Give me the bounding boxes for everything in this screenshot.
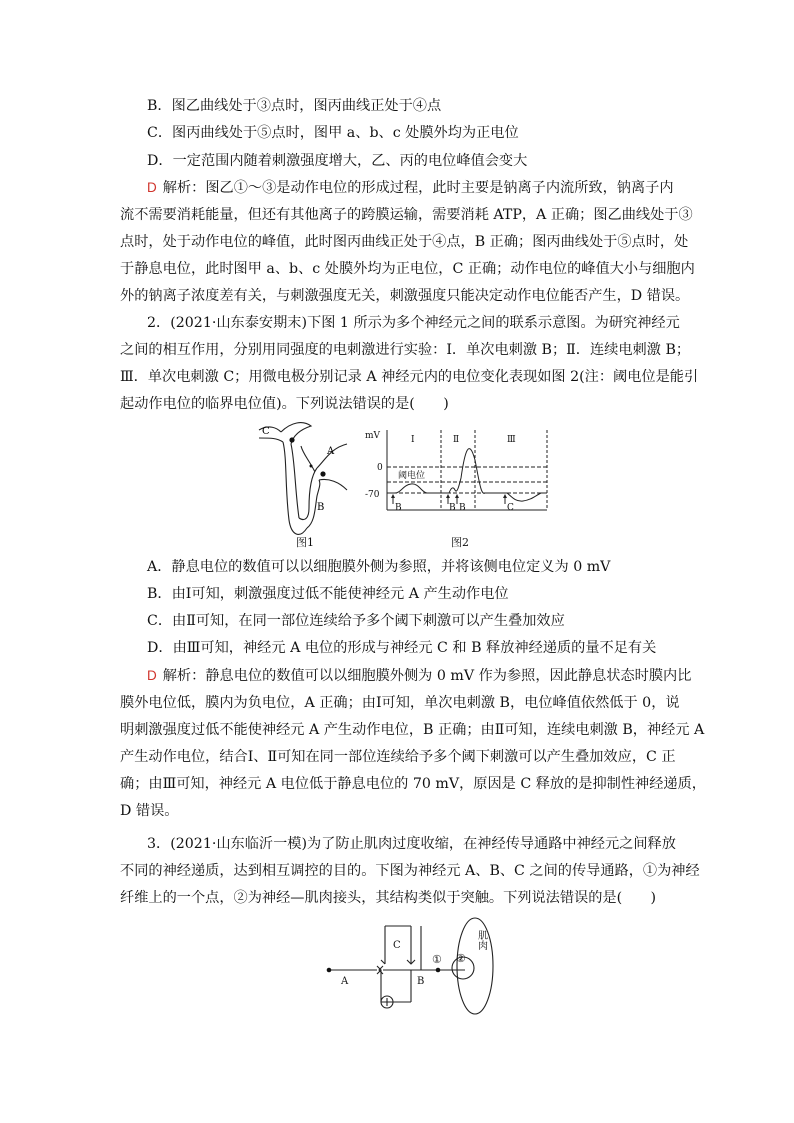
q1-explanation-line-2: 流不需要消耗能量，但还有其他离子的跨膜运输，需要消耗 ATP，A 正确；图乙曲线处于③ <box>120 207 693 223</box>
fig3-point-2: ② <box>456 952 466 965</box>
fig2-stim-b-1: B <box>395 503 402 513</box>
q2-answer: D <box>147 668 157 683</box>
q2-explanation-line-3: 明刺激强度过低不能使神经元 A 产生动作电位，B 正确；由Ⅱ可知，连续电刺激 B，神经元 A <box>120 722 705 738</box>
fig2-unit: mV <box>365 431 381 441</box>
fig2-threshold-label: 阈电位 <box>398 471 426 481</box>
fig1-label-c: C <box>262 426 270 437</box>
fig3-label-c: C <box>393 940 401 951</box>
q3-figure-pathway <box>325 908 505 1018</box>
fig2-stim-b-2: B <box>449 503 456 513</box>
fig2-stim-c: C <box>507 503 514 513</box>
q2-stem-line-4: 起动作电位的临界电位值)。下列说法错误的是( ) <box>120 396 449 412</box>
q2-option-a: A．静息电位的数值可以以细胞膜外侧为参照，并将该侧电位定义为 0 mV <box>147 559 611 575</box>
q2-stem-line-3: Ⅲ．单次电刺激 C；用微电极分别记录 A 神经元内的电位变化表现如图 2(注：阈电位是能引 <box>120 369 699 385</box>
q1-explanation-line-1: D 解析：图乙①～③是动作电位的形成过程，此时主要是钠离子内流所致，钠离子内 <box>147 180 674 196</box>
fig2-section-1: Ⅰ <box>411 435 415 445</box>
q3-stem-line-3: 纤维上的一个点，②为神经—肌肉接头，其结构类似于突触。下列说法错误的是( ) <box>120 890 657 906</box>
q2-explanation-line-2: 膜外电位低，膜内为负电位，A 正确；由Ⅰ可知，单次电刺激 B，电位峰值依然低于 0，说 <box>120 695 680 711</box>
fig2-stim-b-3: B <box>459 503 466 513</box>
q2-option-c: C．由Ⅱ可知，在同一部位连续给予多个阈下刺激可以产生叠加效应 <box>147 613 565 629</box>
q2-explanation-line-4: 产生动作电位，结合Ⅰ、Ⅱ可知在同一部位连续给予多个阈下刺激可以产生叠加效应，C 正 <box>120 749 676 765</box>
fig3-muscle-label: 肌肉 <box>475 930 487 950</box>
fig2-section-2: Ⅱ <box>453 435 460 445</box>
q1-option-b: B．图乙曲线处于③点时，图丙曲线正处于④点 <box>147 98 442 114</box>
q2-option-d: D．由Ⅲ可知，神经元 A 电位的形成与神经元 C 和 B 释放神经递质的量不足有关 <box>147 640 657 656</box>
q1-explanation-line-5: 外的钠离子浓度差有关，与刺激强度无关，刺激强度只能决定动作电位能否产生，D 错误。 <box>120 288 690 304</box>
q1-answer: D <box>147 180 157 195</box>
q1-explanation-line-3: 点时，处于动作电位的峰值，此时图丙曲线正处于④点，B 正确；图丙曲线处于⑤点时，处 <box>120 234 689 250</box>
q2-option-b: B．由Ⅰ可知，刺激强度过低不能使神经元 A 产生动作电位 <box>147 586 509 602</box>
q1-option-d: D．一定范围内随着刺激强度增大，乙、丙的电位峰值会变大 <box>147 153 528 169</box>
fig3-label-a: A <box>341 976 349 987</box>
q2-explanation-line-6: D 错误。 <box>120 803 179 819</box>
fig2-zero-tick: 0 <box>377 463 383 473</box>
fig2-section-3: Ⅲ <box>507 435 516 445</box>
q2-explanation-line-5: 确；由Ⅲ可知，神经元 A 电位低于静息电位的 70 mV，原因是 C 释放的是抑制性神经递质， <box>120 776 706 792</box>
fig1-label-a: A <box>327 446 335 457</box>
fig1-label-b: B <box>317 502 325 513</box>
fig2-rest-tick: -70 <box>365 490 380 500</box>
q2-figure-2-potential-chart <box>365 430 555 530</box>
q1-option-c: C．图丙曲线处于⑤点时，图甲 a、b、c 处膜外均为正电位 <box>147 125 519 141</box>
q2-stem-line-1: 2．(2021·山东泰安期末)下图 1 所示为多个神经元之间的联系示意图。为研究神经元 <box>147 315 680 331</box>
q3-stem-line-2: 不同的神经递质，达到相互调控的目的。下图为神经元 A、B、C 之间的传导通路，①为神经 <box>120 863 700 879</box>
q2-stem-line-2: 之间的相互作用，分别用同强度的电刺激进行实验：Ⅰ．单次电刺激 B；Ⅱ．连续电刺激 B； <box>120 342 691 358</box>
q3-stem-line-1: 3．(2021·山东临沂一模)为了防止肌肉过度收缩，在神经传导通路中神经元之间释放 <box>147 836 676 852</box>
q1-explanation-line-4: 于静息电位，此时图甲 a、b、c 处膜外均为正电位，C 正确；动作电位的峰值大小与细胞内 <box>120 261 695 277</box>
q2-explanation-line-1: D 解析：静息电位的数值可以以细胞膜外侧为 0 mV 作为参照，因此静息状态时膜内比 <box>147 668 692 684</box>
fig3-point-1: ① <box>432 953 442 966</box>
fig3-label-b: B <box>417 976 425 987</box>
fig1-caption: 图1 <box>296 536 314 549</box>
fig2-caption: 图2 <box>451 536 469 549</box>
q2-figure-1-neurons <box>255 418 350 553</box>
